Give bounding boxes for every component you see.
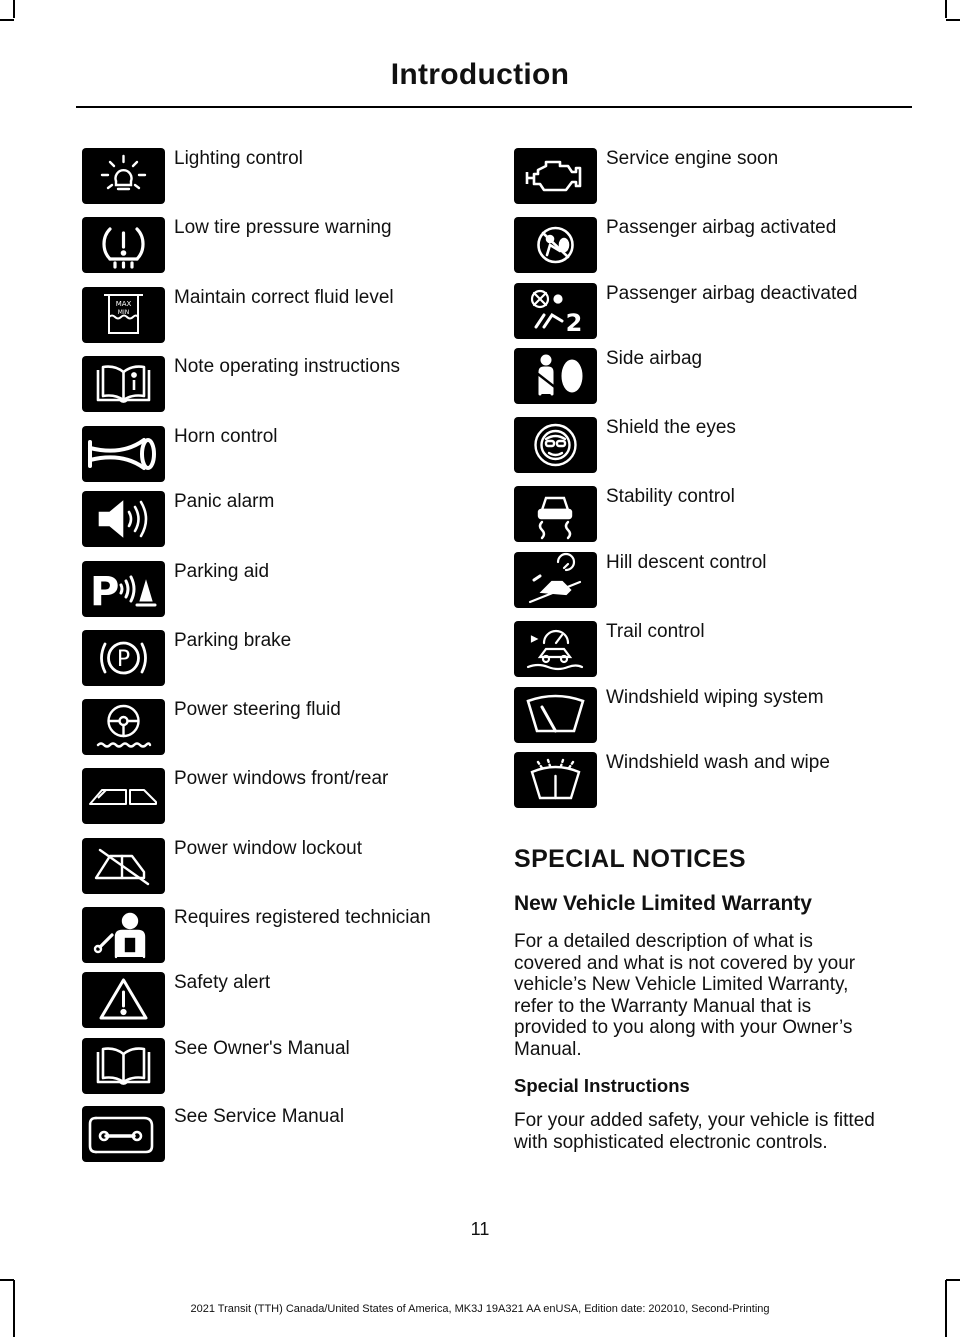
page-title: Introduction: [390, 58, 570, 91]
symbol-label: Maintain correct fluid level: [174, 287, 394, 308]
airbag-deactivated-icon: [514, 283, 597, 339]
hill-descent-icon: [514, 552, 597, 608]
power-windows-icon: [82, 768, 165, 824]
symbol-label: Panic alarm: [174, 491, 275, 512]
symbol-label: Lighting control: [174, 148, 303, 169]
trail-control-icon: [514, 621, 597, 677]
shield-eyes-icon: [514, 417, 597, 473]
wash-wipe-icon: [514, 752, 597, 808]
symbol-label: Power windows front/rear: [174, 768, 389, 789]
instructions-paragraph: [514, 1110, 909, 1153]
page-number: 11: [470, 1219, 490, 1239]
fluid-min-text: MIN: [117, 309, 130, 316]
paragraph-line: For a detailed description of what is: [514, 931, 813, 952]
speaker-icon: [82, 491, 165, 547]
symbol-label: Trail control: [606, 621, 705, 642]
paragraph-line: Manual.: [514, 1038, 582, 1060]
symbol-label: Side airbag: [606, 348, 703, 369]
paragraph-line: provided to you along with your Owner’s: [514, 1017, 853, 1038]
paragraph-line: covered and what is not covered by your: [514, 952, 856, 974]
service-manual-icon: [82, 1106, 165, 1162]
symbol-label: Low tire pressure warning: [174, 217, 392, 238]
symbol-label: Windshield wiping system: [606, 687, 824, 708]
horn-icon: [82, 426, 165, 482]
tire-pressure-icon: [82, 217, 165, 273]
warranty-paragraph: [514, 931, 909, 1060]
section-heading: SPECIAL NOTICES: [514, 845, 746, 873]
symbol-label: Parking brake: [174, 630, 292, 651]
symbol-label: Note operating instructions: [174, 356, 401, 377]
symbol-label: Requires registered technician: [174, 907, 431, 928]
fluid-max-text: MAX: [115, 300, 132, 308]
lighting-control-icon: [82, 148, 165, 204]
symbol-label: Parking aid: [174, 561, 270, 582]
power-steering-icon: [82, 699, 165, 755]
symbol-label: See Service Manual: [174, 1106, 345, 1127]
side-airbag-icon: [514, 348, 597, 404]
engine-icon: [514, 148, 597, 204]
symbol-label: Hill descent control: [606, 552, 767, 573]
paragraph-line: refer to the Warranty Manual that is: [514, 995, 812, 1017]
paragraph-line: with sophisticated electronic controls.: [514, 1131, 828, 1153]
airbag-activated-icon: [514, 217, 597, 273]
symbol-label: Safety alert: [174, 972, 271, 993]
operating-instructions-icon: [82, 356, 165, 412]
crop-mark: [946, 19, 960, 21]
technician-icon: [82, 907, 165, 963]
header-divider: [76, 106, 912, 108]
instructions-heading: Special Instructions: [514, 1075, 690, 1096]
parking-brake-icon: [82, 630, 165, 686]
crop-mark: [946, 1279, 960, 1281]
warning-triangle-icon: [82, 972, 165, 1028]
symbol-label: Horn control: [174, 426, 278, 447]
edition-footer: 2021 Transit (TTH) Canada/United States of America, MK3J 19A321 AA enUSA, Edition date: 202010, Second-Printing: [190, 1303, 770, 1315]
crop-mark: [0, 19, 14, 21]
stability-control-icon: [514, 486, 597, 542]
paragraph-line: For your added safety, your vehicle is fitted: [514, 1110, 875, 1131]
symbol-label: Stability control: [606, 486, 735, 507]
svg-text:P: P: [116, 647, 131, 672]
symbol-label: Power window lockout: [174, 838, 362, 859]
svg-text:P: P: [90, 569, 120, 615]
wiper-icon: [514, 687, 597, 743]
crop-mark: [0, 1279, 14, 1281]
symbol-label: Service engine soon: [606, 148, 779, 169]
paragraph-line: vehicle’s New Vehicle Limited Warranty,: [514, 974, 849, 995]
symbol-label: See Owner's Manual: [174, 1038, 350, 1059]
window-lockout-icon: [82, 838, 165, 894]
symbol-label: Passenger airbag deactivated: [606, 283, 858, 304]
symbol-label: Shield the eyes: [606, 417, 736, 438]
symbol-label: Windshield wash and wipe: [606, 752, 830, 773]
crop-mark: [945, 0, 947, 18]
owners-manual-icon: [82, 1038, 165, 1094]
parking-aid-icon: [82, 561, 165, 617]
airbag-number-text: 2: [565, 309, 583, 337]
warranty-heading: New Vehicle Limited Warranty: [514, 892, 812, 915]
fluid-level-icon: [82, 287, 165, 343]
symbol-label: Passenger airbag activated: [606, 217, 837, 238]
symbol-label: Power steering fluid: [174, 699, 341, 720]
crop-mark: [13, 0, 15, 18]
